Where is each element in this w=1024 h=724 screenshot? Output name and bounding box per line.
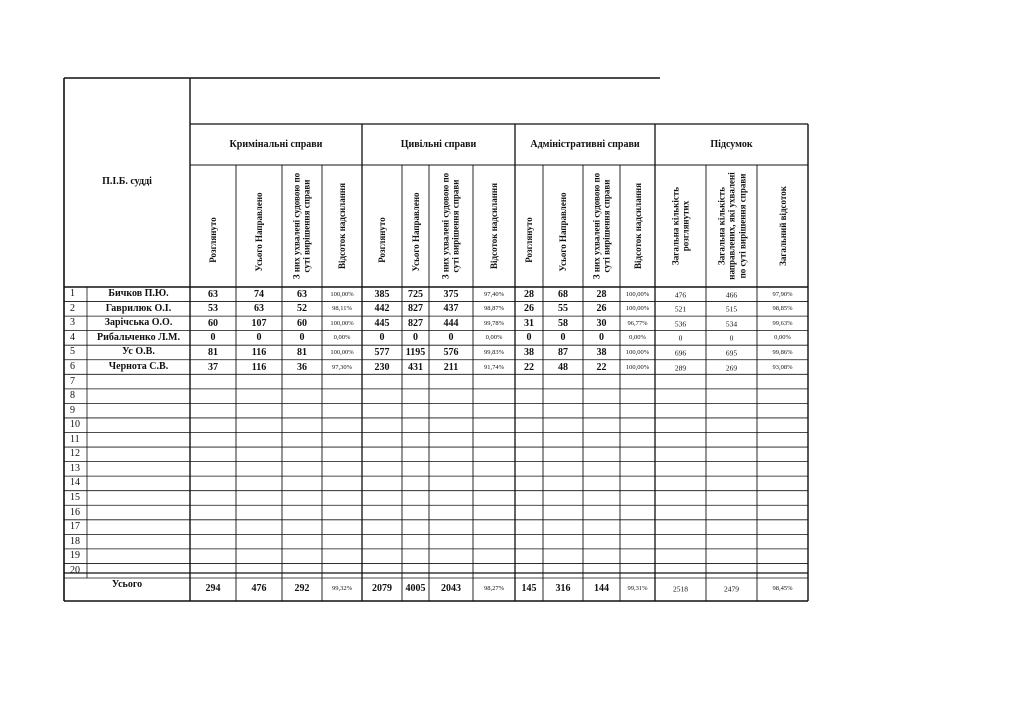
table-cell: 96,77% xyxy=(627,319,648,327)
table-cell: 60 xyxy=(208,317,218,329)
total-cell: 99,31% xyxy=(627,584,648,592)
sub-header-decided xyxy=(591,173,612,279)
table-cell: 74 xyxy=(254,288,264,300)
row-number: 17 xyxy=(70,521,80,533)
sub-header-sent-line: Усього Направлено xyxy=(253,192,264,272)
sub-header-decided xyxy=(441,173,462,279)
total-cell: 98,45% xyxy=(772,584,793,592)
table-cell: 100,00% xyxy=(625,363,650,371)
row-number: 6 xyxy=(70,361,75,373)
judge-name: Бичков П.Ю. xyxy=(108,288,169,300)
sub-header-percent-line: Відсоток надсилання xyxy=(488,183,499,269)
table-cell: 442 xyxy=(374,303,390,315)
sub-header-reviewed-line: Розглянуто xyxy=(207,217,218,263)
sub-header-sent xyxy=(410,192,420,271)
row-number: 12 xyxy=(70,448,80,460)
table-cell: 695 xyxy=(725,348,738,358)
table-cell: 577 xyxy=(374,346,390,358)
table-cell: 98,11% xyxy=(332,305,352,313)
table-cell: 55 xyxy=(558,303,568,315)
sub-header-percent xyxy=(489,183,499,269)
total-cell: 98,27% xyxy=(483,584,505,592)
sub-header-percent xyxy=(632,183,642,269)
row-number: 9 xyxy=(70,404,75,416)
table-cell: 30 xyxy=(596,317,607,329)
table-cell: 97,40% xyxy=(483,290,505,298)
sub-header-total-sent-line: направлених, які ухвалені xyxy=(726,172,737,280)
table-cell: 28 xyxy=(596,288,607,300)
sub-header-decided-line: З них ухвалені судовою по xyxy=(591,172,602,280)
table-cell: 444 xyxy=(443,317,459,329)
table-cell: 91,74% xyxy=(483,363,505,371)
sub-header-decided-line: суті вирішення справи xyxy=(451,179,461,273)
total-cell: 144 xyxy=(594,583,609,594)
total-cell: 99,32% xyxy=(331,584,353,592)
table-cell: 48 xyxy=(558,361,568,373)
group-header-2: Адміністративні справи xyxy=(530,139,640,150)
table-cell: 60 xyxy=(297,317,307,329)
table-cell: 827 xyxy=(408,303,423,315)
table-cell: 385 xyxy=(374,288,390,300)
row-number: 16 xyxy=(70,506,80,518)
sub-header-sent xyxy=(254,192,264,271)
table-cell: 1195 xyxy=(405,346,426,358)
judge-name: Рибальченко Л.М. xyxy=(97,331,180,343)
table-cell: 98,85% xyxy=(772,305,793,313)
table-cell: 81 xyxy=(208,346,218,358)
sub-header-total-reviewed-line: розглянутих xyxy=(680,200,691,252)
row-number: 4 xyxy=(70,331,75,343)
total-cell: 316 xyxy=(555,583,571,594)
table-cell: 0,00% xyxy=(629,334,646,342)
judge-name: Чернота С.В. xyxy=(108,361,169,373)
table-cell: 28 xyxy=(524,288,534,300)
table-cell: 725 xyxy=(408,288,423,300)
table-cell: 31 xyxy=(524,317,534,329)
sub-header-decided-line: суті вирішення справи xyxy=(302,179,312,273)
judge-name: Гаврилюк О.І. xyxy=(105,302,172,314)
sub-header-reviewed-line: Розглянуто xyxy=(376,217,387,263)
table-cell: 536 xyxy=(674,319,687,329)
table-cell: 521 xyxy=(674,304,687,314)
sub-header-total-percent xyxy=(777,186,787,266)
total-cell: 294 xyxy=(205,583,221,594)
table-cell: 22 xyxy=(596,361,607,373)
table-cell: 100,00% xyxy=(330,348,354,356)
table-cell: 534 xyxy=(725,319,738,329)
table-cell: 93,08% xyxy=(772,363,793,371)
table-cell: 100,00% xyxy=(330,290,354,298)
row-number: 11 xyxy=(70,433,80,445)
table-cell: 37 xyxy=(208,361,218,373)
row-number: 8 xyxy=(70,390,75,402)
table-cell: 63 xyxy=(297,288,307,300)
sub-header-sent-line: Усього Направлено xyxy=(410,192,421,272)
sub-header-percent xyxy=(337,183,347,269)
table-cell: 0 xyxy=(729,333,734,343)
table-cell: 515 xyxy=(725,304,738,314)
sub-header-decided-line: З них ухвалені судовою по xyxy=(440,172,451,280)
table-cell: 100,00% xyxy=(625,348,650,356)
sub-header-reviewed xyxy=(208,217,218,262)
total-cell: 476 xyxy=(251,583,267,594)
table-cell: 100,00% xyxy=(625,290,650,298)
table-cell: 289 xyxy=(674,362,687,372)
table-cell: 0,00% xyxy=(774,334,791,342)
sub-header-total-sent-line: по суті вирішення справи xyxy=(736,173,747,279)
total-cell: 2079 xyxy=(372,583,392,594)
table-cell: 375 xyxy=(443,288,459,300)
total-cell: 4005 xyxy=(405,583,426,594)
sub-header-decided xyxy=(292,173,313,279)
row-number: 5 xyxy=(70,346,75,358)
row-number: 18 xyxy=(70,535,80,547)
table-cell: 466 xyxy=(725,290,738,300)
row-number: 20 xyxy=(70,564,80,576)
table-cell: 0 xyxy=(448,332,454,344)
table-cell: 99,86% xyxy=(772,348,793,356)
table-cell: 476 xyxy=(674,290,687,300)
table-cell: 97,30% xyxy=(331,363,353,371)
table-cell: 99,78% xyxy=(483,319,505,327)
table-cell: 696 xyxy=(674,348,687,358)
table-cell: 38 xyxy=(596,346,607,358)
table-cell: 0 xyxy=(413,332,418,344)
table-cell: 68 xyxy=(558,288,568,300)
table-cell: 22 xyxy=(524,361,534,373)
row-number: 15 xyxy=(70,491,80,503)
table-cell: 63 xyxy=(208,288,218,300)
table-cell: 0 xyxy=(678,333,683,343)
judge-name: Зарічська О.О. xyxy=(104,317,173,329)
sub-header-total-sent-line: Загальна кількість xyxy=(715,186,726,266)
sub-header-sent-line: Усього Направлено xyxy=(557,192,568,272)
table-cell: 0 xyxy=(560,332,566,344)
row-number: 3 xyxy=(70,317,75,329)
total-cell: 292 xyxy=(294,583,310,594)
total-cell: 2479 xyxy=(724,584,739,594)
table-cell: 0,00% xyxy=(333,334,351,342)
sub-header-sent xyxy=(558,192,568,271)
sub-header-total-reviewed xyxy=(670,187,691,265)
sub-header-reviewed xyxy=(377,217,387,262)
sub-header-total-sent xyxy=(716,172,747,279)
table-cell: 230 xyxy=(374,361,390,373)
group-header-1: Цивільні справи xyxy=(400,139,477,150)
sub-header-percent-line: Відсоток надсилання xyxy=(632,183,643,269)
table-cell: 116 xyxy=(251,346,267,358)
table-cell: 437 xyxy=(443,303,459,315)
table-cell: 100,00% xyxy=(330,319,354,327)
table-cell: 36 xyxy=(297,361,307,373)
name-column-header: П.І.Б. судді xyxy=(102,176,152,187)
table-cell: 445 xyxy=(374,317,390,329)
sub-header-total-reviewed-line: Загальна кількість xyxy=(670,186,681,266)
sub-header-reviewed-line: Розглянуто xyxy=(523,217,534,263)
group-header-3: Підсумок xyxy=(710,139,753,150)
table-cell: 98,87% xyxy=(483,305,505,313)
table-cell: 63 xyxy=(254,303,264,315)
row-number: 19 xyxy=(70,550,80,562)
table-cell: 116 xyxy=(251,361,267,373)
sub-header-percent-line: Відсоток надсилання xyxy=(336,183,347,269)
row-number: 14 xyxy=(70,477,80,489)
table-cell: 107 xyxy=(251,317,267,329)
table-cell: 827 xyxy=(408,317,423,329)
total-cell: 2518 xyxy=(673,584,688,594)
table-cell: 99,83% xyxy=(483,348,505,356)
table-cell: 576 xyxy=(443,346,459,358)
total-cell: 2043 xyxy=(441,583,461,594)
sub-header-decided-line: З них ухвалені судовою по xyxy=(291,172,302,280)
table-cell: 0 xyxy=(599,332,604,344)
row-number: 13 xyxy=(70,462,80,474)
table-cell: 0,00% xyxy=(485,334,503,342)
table-cell: 100,00% xyxy=(625,305,650,313)
table-cell: 99,63% xyxy=(772,319,793,327)
sub-header-decided-line: суті вирішення справи xyxy=(601,179,612,273)
table-cell: 269 xyxy=(725,362,738,372)
table-cell: 0 xyxy=(256,332,262,344)
total-label: Усього xyxy=(111,579,143,590)
table-cell: 97,90% xyxy=(772,290,793,298)
table-cell: 0 xyxy=(299,332,305,344)
table-cell: 0 xyxy=(526,332,532,344)
table-cell: 81 xyxy=(297,346,307,358)
judge-name: Ус О.В. xyxy=(122,346,155,358)
sub-header-reviewed xyxy=(524,217,534,262)
table-cell: 26 xyxy=(524,303,534,315)
group-header-0: Кримінальні справи xyxy=(229,139,323,150)
table-cell: 38 xyxy=(524,346,534,358)
total-cell: 145 xyxy=(521,583,537,594)
sub-header-total-percent-line: Загальний відсоток xyxy=(777,186,788,266)
row-number: 1 xyxy=(70,288,75,300)
table-cell: 431 xyxy=(408,361,423,373)
row-number: 10 xyxy=(70,419,80,431)
table-cell: 58 xyxy=(558,317,568,329)
table-cell: 87 xyxy=(558,346,568,358)
table-cell: 0 xyxy=(210,332,216,344)
table-cell: 53 xyxy=(208,303,218,315)
row-number: 7 xyxy=(70,375,75,387)
table-cell: 0 xyxy=(379,332,385,344)
row-number: 2 xyxy=(70,302,75,314)
table-cell: 211 xyxy=(443,361,459,373)
table-cell: 52 xyxy=(297,303,307,315)
table-cell: 26 xyxy=(596,303,607,315)
